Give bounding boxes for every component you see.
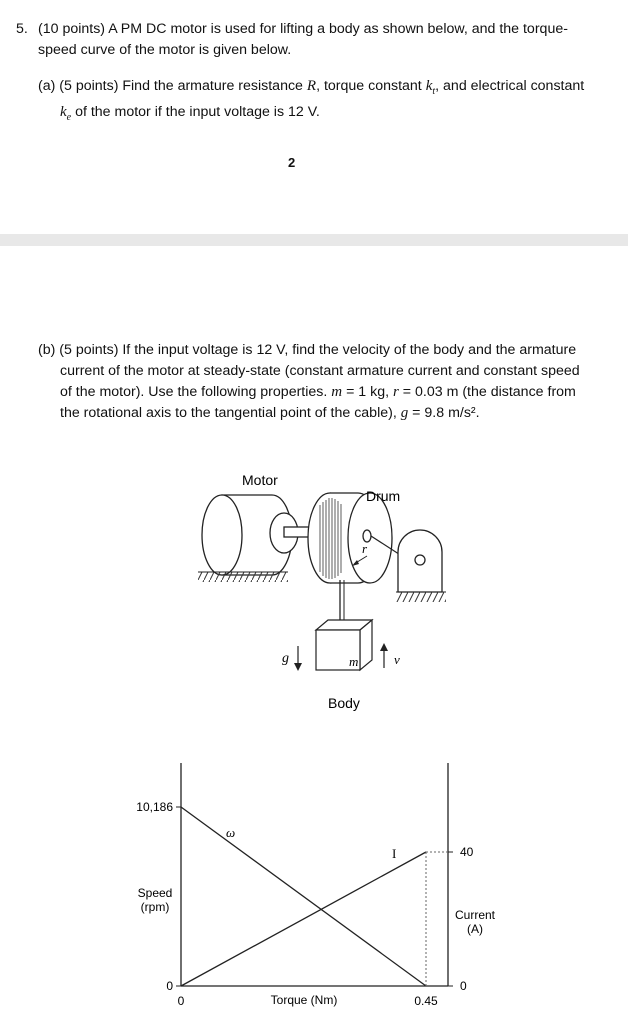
series-line-speed: [181, 807, 426, 986]
v-arrowhead: [380, 643, 388, 651]
x-axis-label: Torque (Nm): [270, 993, 338, 1007]
drum-icon: [308, 493, 405, 583]
support-ground-hatch: [396, 592, 446, 602]
motor-icon: [202, 495, 314, 575]
drum-label: Drum: [366, 488, 401, 504]
part-b-line-1: (b) (5 points) If the input voltage is 12 V, find the velocity of the body and the armature: [38, 342, 577, 358]
motor-ground-hatch: [198, 572, 288, 582]
intro-line-1: (10 points) A PM DC motor is used for lifting a body as shown below, and the torque-: [38, 21, 568, 37]
g-arrowhead: [294, 663, 302, 671]
motor-label: Motor: [242, 472, 278, 488]
question-number: 5.: [16, 21, 28, 37]
right-tick-label-bottom: 0: [460, 979, 467, 993]
part-a-line-1: (a) (5 points) Find the armature resistance R, torque constant $k_t$, and electrical constant: [38, 78, 585, 97]
current-series-label: I: [392, 846, 397, 861]
x-tick-label-0: 0: [177, 994, 185, 1008]
part-b-line-3: of the motor). Use the following properties. m = 1 kg, r = 0.03 m (the distance from: [60, 384, 576, 400]
body-label: Body: [328, 695, 360, 711]
left-tick-label-top: 10,186: [136, 800, 173, 814]
right-axis-label-line2: (A): [467, 922, 483, 936]
r-label: r: [362, 541, 368, 556]
x-tick-label-max: 0.45: [414, 994, 438, 1008]
torque-speed-chart: [0, 740, 628, 1024]
motor-drum-figure: [0, 460, 628, 720]
body-mass: [316, 620, 372, 670]
part-b-line-2: current of the motor at steady-state (constant armature current and constant speed: [60, 363, 580, 379]
g-label: g: [282, 651, 289, 666]
m-label: m: [349, 654, 359, 669]
bearing-support-icon: [398, 530, 442, 592]
speed-series-label: ω: [226, 825, 236, 840]
page-separator: [0, 234, 628, 246]
intro-line-2: speed curve of the motor is given below.: [38, 42, 292, 58]
right-tick-label-top: 40: [460, 845, 474, 859]
right-axis-label-line1: Current: [454, 908, 496, 922]
left-tick-label-bottom: 0: [166, 979, 173, 993]
part-a: [38, 76, 618, 128]
left-axis-label-line1: Speed: [137, 886, 173, 900]
page-number: 2: [288, 155, 296, 170]
left-axis-label-line2: (rpm): [140, 900, 170, 914]
question-intro: [16, 19, 616, 61]
part-a-line-2: $k_e$ of the motor if the input voltage is 12 V.: [60, 103, 320, 123]
part-b-line-4: the rotational axis to the tangential point of the cable), g = 9.8 m/s².: [60, 405, 480, 421]
part-b: [38, 340, 618, 424]
v-label: v: [394, 652, 400, 667]
series-line-current: [181, 852, 426, 986]
